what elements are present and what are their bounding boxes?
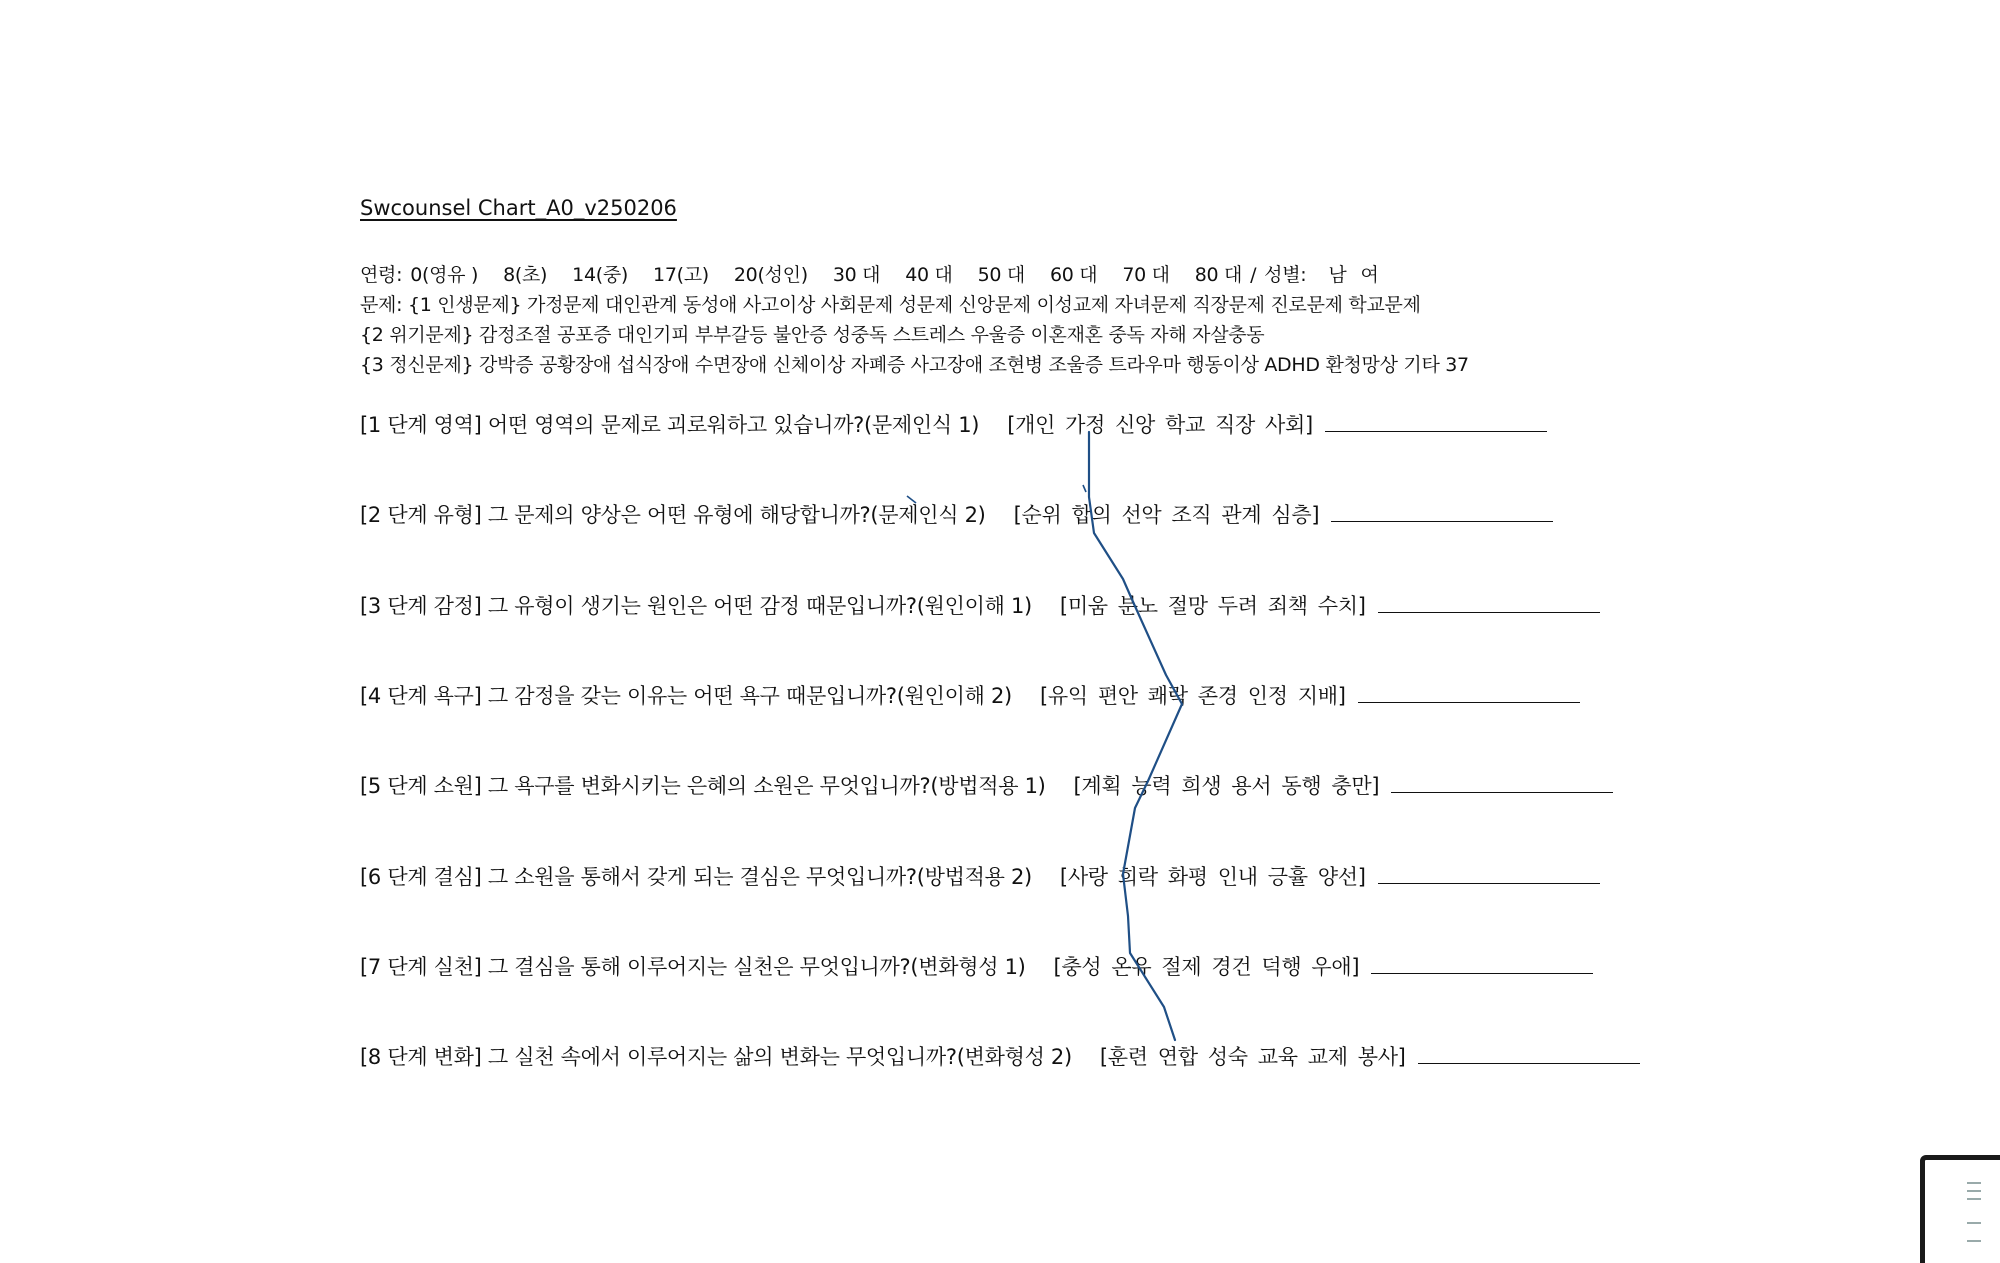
age-option: 0(영유 ): [410, 264, 479, 286]
page-thumbnail[interactable]: [1920, 1155, 2000, 1263]
step-option: 죄책: [1267, 594, 1308, 618]
age-option: 30 대: [832, 264, 881, 286]
step-option: [유익: [1039, 684, 1088, 708]
age-option: 17(고): [653, 264, 709, 286]
separator: /: [1250, 264, 1257, 286]
step-option: 학교: [1165, 413, 1206, 437]
gender-label: 성별:: [1264, 264, 1307, 286]
step-row: [360, 1041, 1640, 1071]
step-option: 직장: [1215, 413, 1256, 437]
step-option: 두려: [1217, 594, 1258, 618]
step-row: [360, 861, 1600, 891]
step-option: 연합: [1157, 1045, 1198, 1069]
step-options: [1007, 413, 1313, 437]
step-question: [6 단계 결심] 그 소원을 통해서 갖게 되는 결심은 무엇입니까?(방법적용 2): [360, 865, 1032, 889]
problem-list-mental: {3 정신문제} 강박증 공황장애 섭식장애 수면장애 신체이상 자폐증 사고장애 조현병 조울증 트라우마 행동이상 ADHD 환청망상 기타 37: [360, 354, 1469, 376]
step-options: [1074, 774, 1380, 798]
step-option: 절망: [1167, 594, 1208, 618]
gender-option-male: 남: [1328, 264, 1347, 286]
age-option: 80 대: [1194, 264, 1243, 286]
step-question: [5 단계 소원] 그 욕구를 변화시키는 은혜의 소원은 무엇입니까?(방법적용 1): [360, 774, 1046, 798]
thumbnail-line: [1967, 1182, 1981, 1184]
thumbnail-line: [1967, 1222, 1981, 1224]
answer-blank[interactable]: [1358, 701, 1580, 703]
answer-blank[interactable]: [1371, 972, 1593, 974]
step-option: 쾌락: [1147, 684, 1188, 708]
step-option: 관계: [1221, 503, 1262, 527]
age-option: 20(성인): [733, 264, 808, 286]
step-option: [개인: [1007, 413, 1056, 437]
step-option: 충만]: [1331, 774, 1380, 798]
step-option: 존경: [1197, 684, 1238, 708]
step-option: [사랑: [1059, 865, 1108, 889]
answer-blank[interactable]: [1418, 1062, 1640, 1064]
page-title: Swcounsel Chart_A0_v250206: [360, 196, 677, 220]
step-question: [4 단계 욕구] 그 감정을 갖는 이유는 어떤 욕구 때문입니까?(원인이해 2): [360, 684, 1012, 708]
step-options: [1060, 865, 1366, 889]
step-option: 지배]: [1297, 684, 1346, 708]
step-option: 심층]: [1271, 503, 1320, 527]
step-option: [순위: [1013, 503, 1062, 527]
age-option: 50 대: [977, 264, 1025, 286]
step-options: [1014, 503, 1320, 527]
age-gender-line: [360, 260, 1393, 287]
step-option: 동행: [1281, 774, 1322, 798]
answer-blank[interactable]: [1325, 430, 1547, 432]
step-option: [계획: [1073, 774, 1122, 798]
step-option: 교제: [1307, 1045, 1348, 1069]
step-row: [360, 770, 1613, 800]
step-options: [1060, 594, 1366, 618]
step-option: 조직: [1171, 503, 1212, 527]
answer-blank[interactable]: [1378, 611, 1600, 613]
step-options: [1100, 1045, 1406, 1069]
step-options: [1054, 955, 1360, 979]
step-option: 인정: [1247, 684, 1288, 708]
step-option: 수치]: [1317, 594, 1366, 618]
age-option: 14(중): [572, 264, 629, 286]
age-option: 70 대: [1122, 264, 1170, 286]
problem-list-life: 문제: {1 인생문제} 가정문제 대인관계 동성애 사고이상 사회문제 성문제 신앙문제 이성교제 자녀문제 직장문제 진로문제 학교문제: [360, 294, 1421, 316]
step-option: 합의: [1071, 503, 1112, 527]
step-row: [360, 951, 1593, 981]
answer-blank[interactable]: [1391, 791, 1613, 793]
step-option: 교육: [1257, 1045, 1298, 1069]
age-option: 60 대: [1049, 264, 1098, 286]
step-row: [360, 680, 1580, 710]
step-option: 용서: [1231, 774, 1272, 798]
step-option: 온유: [1111, 955, 1152, 979]
step-option: 양선]: [1317, 865, 1366, 889]
step-row: [360, 590, 1600, 620]
step-option: 능력: [1131, 774, 1172, 798]
step-row: [360, 499, 1553, 529]
step-option: 화평: [1167, 865, 1208, 889]
step-options: [1040, 684, 1346, 708]
step-option: [훈련: [1099, 1045, 1148, 1069]
step-option: 절제: [1161, 955, 1202, 979]
thumbnail-line: [1967, 1198, 1981, 1200]
step-option: 성숙: [1207, 1045, 1248, 1069]
step-question: [3 단계 감정] 그 유형이 생기는 원인은 어떤 감정 때문입니까?(원인이해 1): [360, 594, 1032, 618]
step-question: [7 단계 실천] 그 결심을 통해 이루어지는 실천은 무엇입니까?(변화형성 1): [360, 955, 1026, 979]
step-option: [미움: [1059, 594, 1108, 618]
pen-mark: [1083, 485, 1086, 492]
answer-blank[interactable]: [1378, 882, 1600, 884]
step-option: 우애]: [1311, 955, 1360, 979]
gender-option-female: 여: [1360, 264, 1379, 286]
problem-list-crisis: {2 위기문제} 감정조절 공포증 대인기피 부부갈등 불안증 성중독 스트레스 우울증 이혼재혼 중독 자해 자살충동: [360, 324, 1265, 346]
step-option: 봉사]: [1357, 1045, 1406, 1069]
step-option: 가정: [1065, 413, 1106, 437]
thumbnail-line: [1967, 1240, 1981, 1242]
age-option: 40 대: [905, 264, 953, 286]
step-question: [1 단계 영역] 어떤 영역의 문제로 괴로워하고 있습니까?(문제인식 1): [360, 413, 980, 437]
thumbnail-line: [1967, 1190, 1981, 1192]
step-option: 편안: [1097, 684, 1138, 708]
step-option: 희생: [1181, 774, 1222, 798]
step-option: 희락: [1117, 865, 1158, 889]
step-option: 인내: [1217, 865, 1258, 889]
step-option: 신앙: [1115, 413, 1156, 437]
age-label: 연령:: [360, 264, 403, 286]
step-option: 덕행: [1261, 955, 1302, 979]
step-option: 사회]: [1265, 413, 1313, 437]
answer-blank[interactable]: [1331, 520, 1553, 522]
step-row: [360, 409, 1547, 439]
step-option: 경건: [1211, 955, 1252, 979]
step-option: 긍휼: [1267, 865, 1308, 889]
step-option: 선악: [1121, 503, 1162, 527]
step-question: [2 단계 유형] 그 문제의 양상은 어떤 유형에 해당합니까?(문제인식 2): [360, 503, 986, 527]
age-option: 8(초): [503, 264, 548, 286]
step-question: [8 단계 변화] 그 실천 속에서 이루어지는 삶의 변화는 무엇입니까?(변화형성 2): [360, 1045, 1072, 1069]
step-option: [충성: [1053, 955, 1102, 979]
step-option: 분노: [1117, 594, 1158, 618]
